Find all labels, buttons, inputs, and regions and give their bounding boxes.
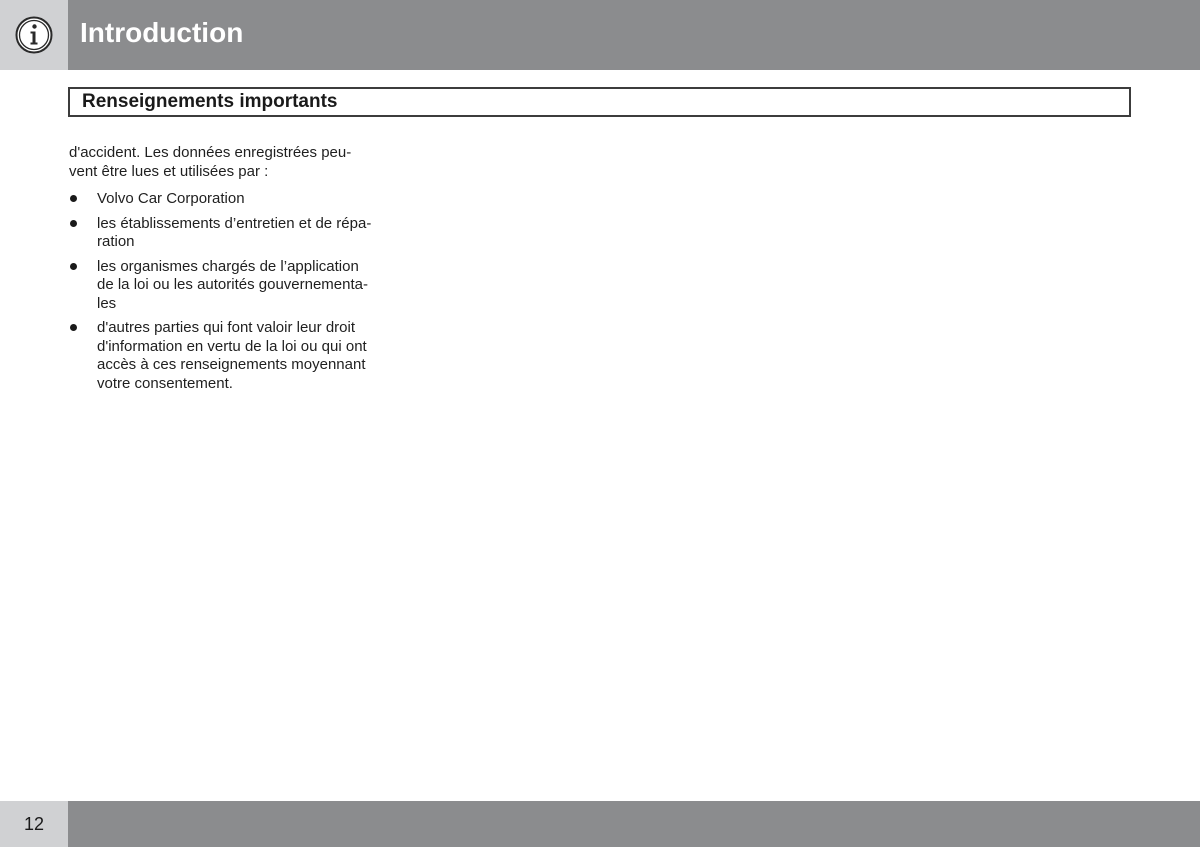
list-item-line: Volvo Car Corporation bbox=[97, 190, 245, 207]
list-item-line: de la loi ou les autorités gouvernementa- bbox=[97, 276, 368, 293]
bullet-icon bbox=[70, 195, 77, 202]
list-item-line: accès à ces renseignements moyennant bbox=[97, 356, 366, 373]
footer-bar bbox=[68, 801, 1200, 847]
body-text-column bbox=[69, 144, 409, 399]
list-item-line: votre consentement. bbox=[97, 374, 233, 392]
page-number: 12 bbox=[23, 814, 45, 834]
intro-paragraph bbox=[69, 144, 409, 181]
list-item bbox=[69, 215, 409, 252]
section-heading-box bbox=[68, 87, 1131, 117]
list-item bbox=[69, 258, 409, 314]
bullet-list bbox=[69, 190, 409, 393]
list-item bbox=[69, 319, 409, 393]
bullet-icon bbox=[70, 324, 77, 331]
chapter-header-bar bbox=[68, 0, 1200, 70]
chapter-icon-box bbox=[0, 0, 68, 70]
chapter-title: Introduction bbox=[80, 17, 244, 48]
intro-line: vent être lues et utilisées par : bbox=[69, 162, 269, 180]
list-item-line: d'information en vertu de la loi ou qui ont bbox=[97, 337, 367, 355]
list-item-line: les établissements d’entretien et de répa- bbox=[97, 214, 372, 232]
section-title: Renseignements importants bbox=[82, 91, 338, 112]
page-number-box bbox=[0, 801, 68, 847]
list-item-line: les bbox=[97, 294, 117, 312]
info-icon bbox=[14, 15, 54, 55]
list-item bbox=[69, 190, 409, 209]
list-item-line: d'autres parties qui font valoir leur droit bbox=[97, 319, 355, 336]
intro-line: d'accident. Les données enregistrées peu- bbox=[69, 144, 352, 161]
bullet-icon bbox=[70, 263, 77, 270]
list-item-line: les organismes chargés de l’application bbox=[97, 257, 359, 275]
bullet-icon bbox=[70, 220, 77, 227]
list-item-line: ration bbox=[97, 233, 135, 250]
